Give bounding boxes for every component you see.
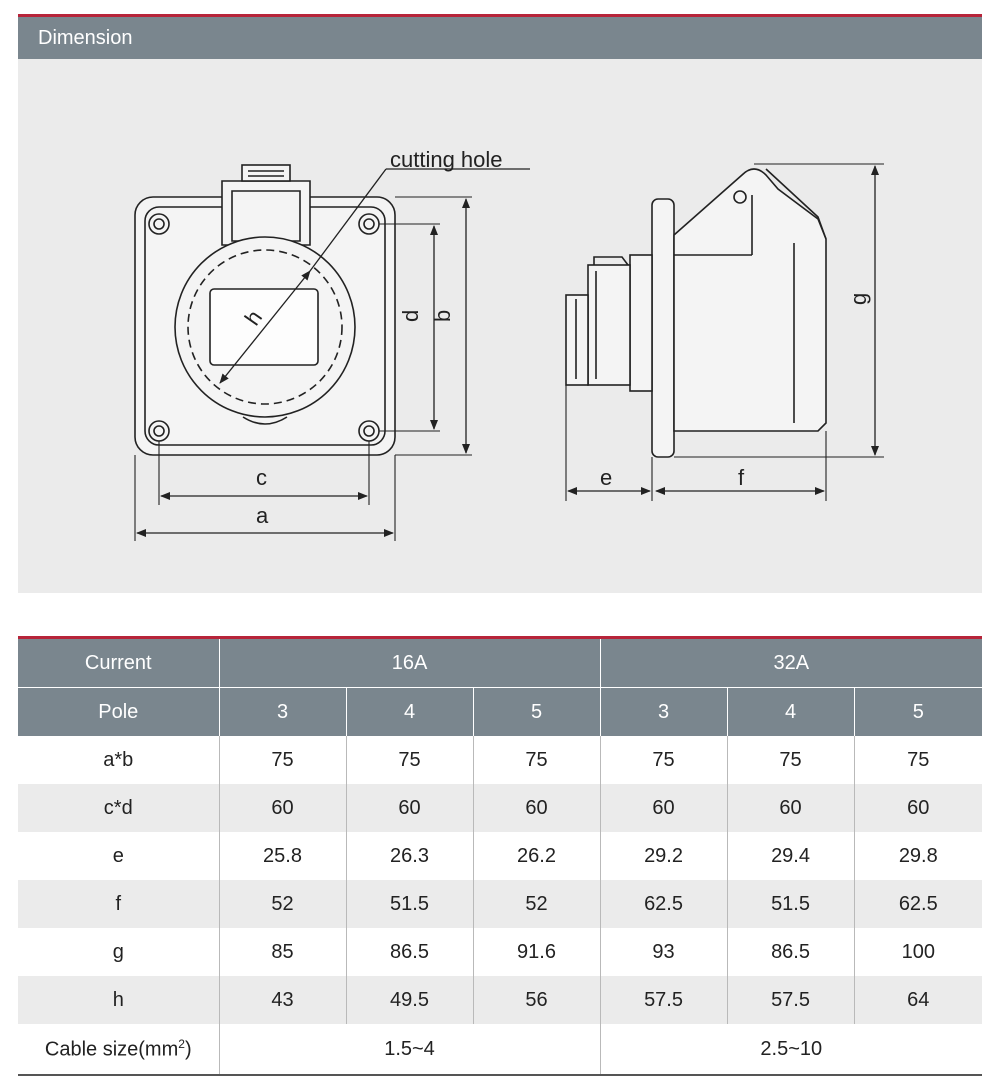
table-row — [18, 928, 982, 976]
label-b: b — [430, 309, 455, 322]
table-row — [18, 880, 982, 928]
row-label: f — [18, 880, 219, 928]
table-cell: 52 — [473, 880, 600, 928]
pole-cell: 5 — [854, 688, 982, 737]
table-cell: 91.6 — [473, 928, 600, 976]
row-label: h — [18, 976, 219, 1024]
dimension-drawing — [18, 59, 982, 593]
table-cell: 75 — [346, 736, 473, 784]
side-view — [566, 164, 884, 501]
pole-cell: 4 — [346, 688, 473, 737]
current-32a: 32A — [600, 638, 982, 688]
table-cell: 29.2 — [600, 832, 727, 880]
pole-cell: 5 — [473, 688, 600, 737]
table-cell: 57.5 — [727, 976, 854, 1024]
row-label: a*b — [103, 748, 134, 771]
table-cell: 100 — [854, 928, 982, 976]
label-d: d — [398, 309, 423, 322]
technical-drawing — [18, 59, 982, 593]
table-cell: 26.3 — [346, 832, 473, 880]
row-label: e — [112, 844, 124, 867]
current-row — [18, 638, 982, 688]
table-cell: 60 — [727, 784, 854, 832]
table-cell: 93 — [600, 928, 727, 976]
cutting-hole-callout: cutting hole — [390, 147, 503, 172]
cable-size-16a: 1.5~4 — [219, 1024, 600, 1075]
cable-size-label-end: ) — [184, 1038, 192, 1061]
table-cell: 75 — [219, 736, 346, 784]
table-cell: 60 — [600, 784, 727, 832]
table-cell: 57.5 — [600, 976, 727, 1024]
current-16a: 16A — [219, 638, 600, 688]
table-cell: 51.5 — [727, 880, 854, 928]
cable-size-label-text: Cable size(mm — [44, 1038, 179, 1061]
table-row — [18, 736, 982, 784]
table-cell: 26.2 — [473, 832, 600, 880]
cable-size-row — [18, 1024, 982, 1075]
table-cell: 64 — [854, 976, 982, 1024]
table-cell: 60 — [219, 784, 346, 832]
pole-cell: 4 — [727, 688, 854, 737]
table-cell: 52 — [219, 880, 346, 928]
label-e: e — [600, 465, 613, 490]
table-cell: 75 — [854, 736, 982, 784]
dimension-header — [18, 14, 982, 59]
dimension-table — [18, 636, 982, 1076]
dimension-title: Dimension — [38, 27, 133, 49]
label-g: g — [846, 292, 871, 305]
label-h: h — [239, 305, 268, 330]
current-label: Current — [18, 638, 219, 688]
table-cell: 60 — [473, 784, 600, 832]
label-a: a — [256, 503, 269, 528]
table-cell: 49.5 — [346, 976, 473, 1024]
table-cell: 85 — [219, 928, 346, 976]
table-cell: 51.5 — [346, 880, 473, 928]
table-cell: 60 — [346, 784, 473, 832]
table-cell: 86.5 — [346, 928, 473, 976]
table-row — [18, 976, 982, 1024]
table-cell: 43 — [219, 976, 346, 1024]
table-row — [18, 784, 982, 832]
table-cell: 62.5 — [600, 880, 727, 928]
table-cell: 75 — [727, 736, 854, 784]
table-cell: 60 — [854, 784, 982, 832]
table-cell: 56 — [473, 976, 600, 1024]
table-cell: 25.8 — [219, 832, 346, 880]
label-f: f — [738, 465, 745, 490]
front-view — [135, 165, 530, 541]
table-cell: 62.5 — [854, 880, 982, 928]
table-row — [18, 832, 982, 880]
pole-row — [18, 688, 982, 737]
table-cell: 75 — [473, 736, 600, 784]
cable-size-unit-sup: 2 — [178, 1036, 185, 1051]
table-cell: 86.5 — [727, 928, 854, 976]
pole-cell: 3 — [219, 688, 346, 737]
pole-cell: 3 — [600, 688, 727, 737]
table-cell: 29.8 — [854, 832, 982, 880]
pole-label: Pole — [18, 688, 219, 737]
table-cell: 75 — [600, 736, 727, 784]
row-label: c*d — [18, 784, 219, 832]
label-c: c — [256, 465, 267, 490]
table-cell: 29.4 — [727, 832, 854, 880]
row-label: g — [112, 940, 124, 963]
cable-size-32a: 2.5~10 — [600, 1024, 982, 1075]
cable-size-label — [18, 1024, 219, 1075]
